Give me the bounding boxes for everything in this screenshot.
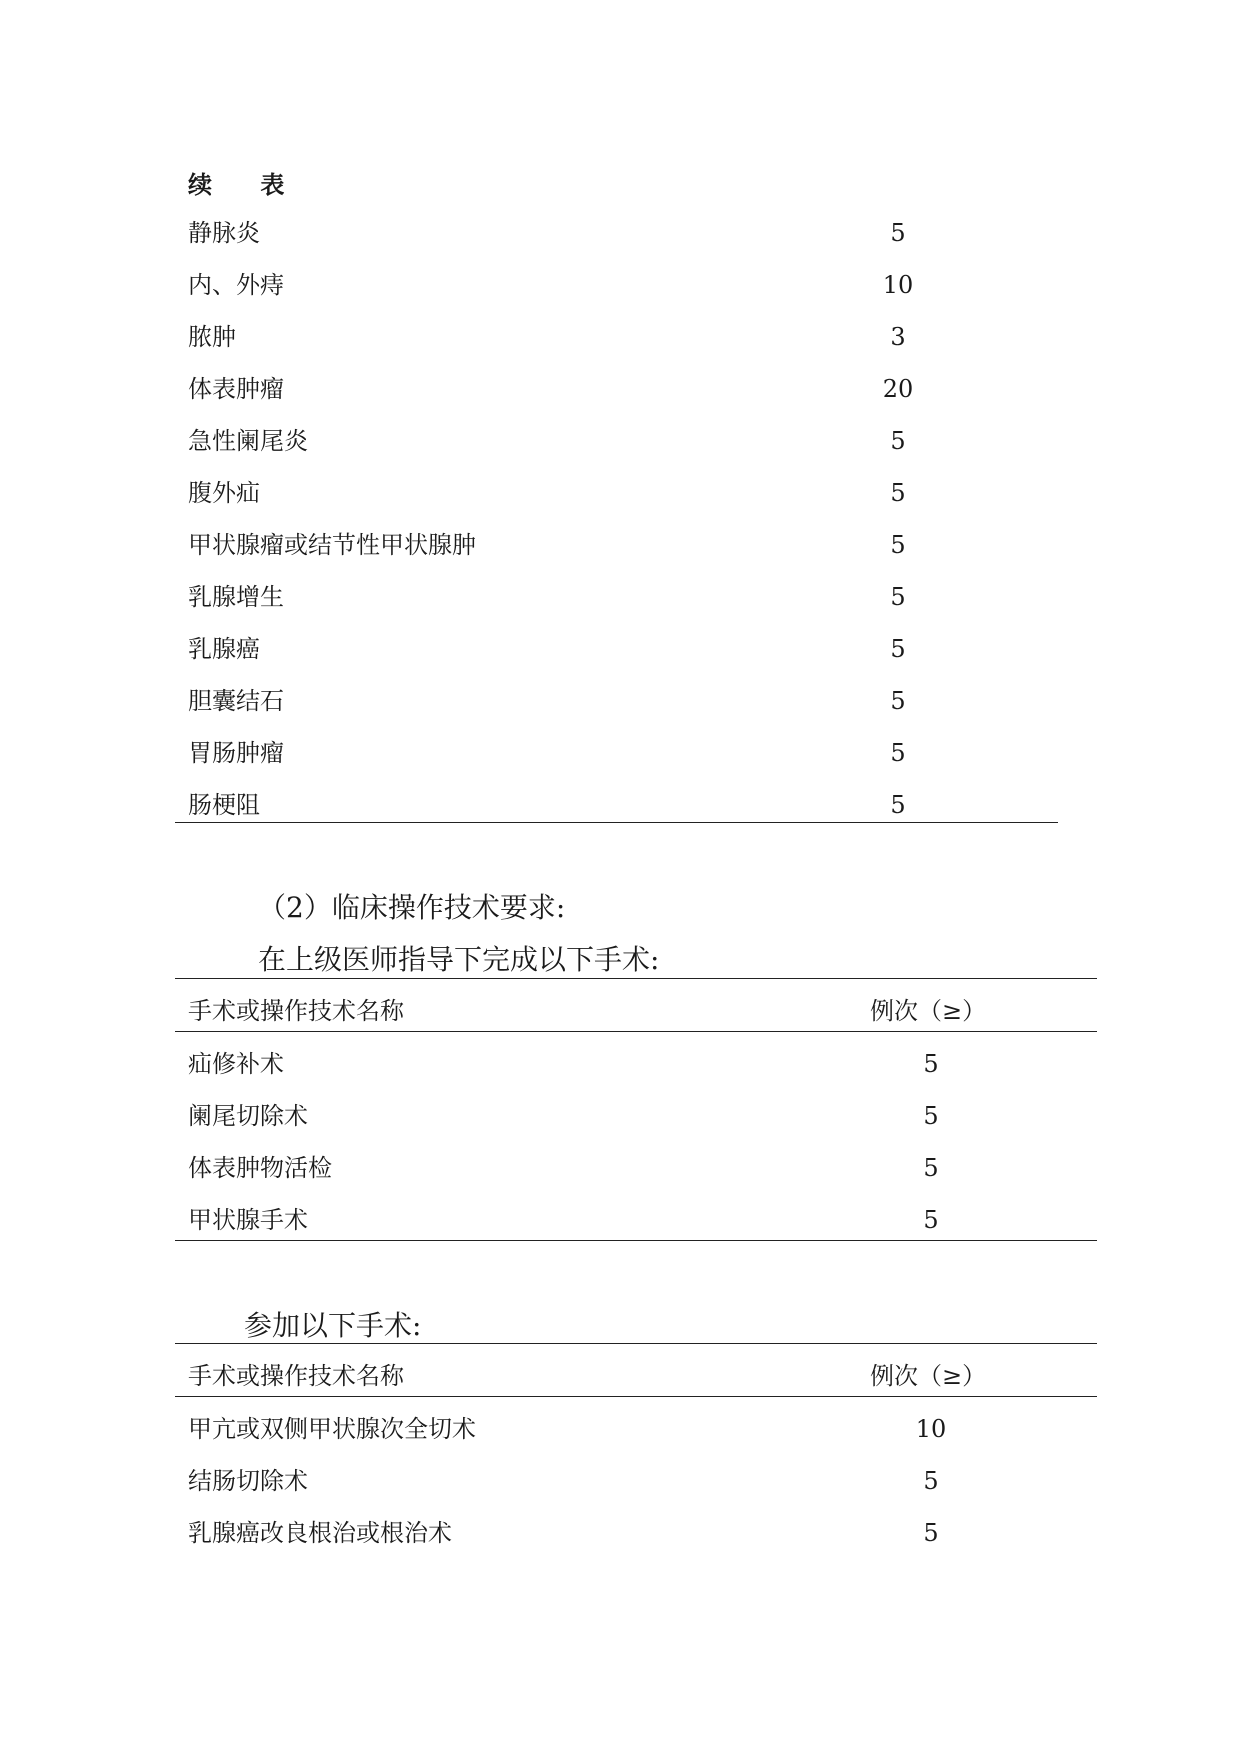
table-row [188,1148,1088,1188]
procedure-name: 乳腺癌改良根治或根治术 [188,1519,452,1547]
disease-name: 内、外痔 [188,271,284,299]
disease-name: 乳腺增生 [188,583,284,611]
disease-name: 脓肿 [188,323,236,351]
table-row [188,265,1048,305]
disease-name: 急性阑尾炎 [188,427,308,455]
case-count: 20 [882,375,914,403]
table-row [188,369,1048,409]
disease-name: 腹外疝 [188,479,260,507]
continued-table-title: 续 表 [188,171,305,199]
case-count: 5 [890,219,906,247]
table-top-rule [175,1343,1097,1344]
disease-name: 胃肠肿瘤 [188,739,284,767]
case-count: 5 [890,583,906,611]
column-header-name: 手术或操作技术名称 [188,997,404,1025]
case-count: 10 [882,271,914,299]
procedure-name: 疝修补术 [188,1050,284,1078]
table-row [188,1044,1088,1084]
case-count: 5 [923,1050,939,1078]
table-row [188,577,1048,617]
procedure-name: 甲亢或双侧甲状腺次全切术 [188,1415,476,1443]
disease-name: 胆囊结石 [188,687,284,715]
table-top-rule [175,978,1097,979]
section-heading: （2）临床操作技术要求: [258,891,566,924]
case-count: 5 [923,1467,939,1495]
case-count: 5 [890,427,906,455]
table-row [188,473,1048,513]
case-count: 5 [923,1102,939,1130]
table-row [188,681,1048,721]
case-count: 10 [915,1415,947,1443]
case-count: 5 [890,479,906,507]
table-bottom-rule [175,1240,1097,1241]
table-bottom-rule [175,822,1058,823]
table-row [188,525,1048,565]
table-row [188,1096,1088,1136]
case-count: 5 [923,1154,939,1182]
disease-name: 甲状腺瘤或结节性甲状腺肿 [188,531,476,559]
case-count: 5 [890,531,906,559]
table-row [188,629,1048,669]
case-count: 5 [923,1206,939,1234]
table-row [188,785,1048,825]
case-count: 5 [890,739,906,767]
table-row [188,317,1048,357]
table-row [188,1200,1088,1240]
case-count: 5 [890,791,906,819]
table-row [188,1409,1088,1449]
procedure-name: 阑尾切除术 [188,1102,308,1130]
disease-name: 静脉炎 [188,219,260,247]
disease-name: 肠梗阻 [188,791,260,819]
table-header-rule [175,1031,1097,1032]
table-row [188,1461,1088,1501]
table-header-rule [175,1396,1097,1397]
procedure-name: 体表肿物活检 [188,1154,332,1182]
table-row [188,421,1048,461]
procedure-name: 甲状腺手术 [188,1206,308,1234]
table-row [188,1513,1088,1553]
case-count: 5 [890,687,906,715]
section-heading: 参加以下手术: [244,1309,422,1342]
table-row [188,733,1048,773]
column-header-name: 手术或操作技术名称 [188,1362,404,1390]
case-count: 5 [923,1519,939,1547]
table-row [188,213,1048,253]
disease-name: 体表肿瘤 [188,375,284,403]
case-count: 3 [890,323,906,351]
procedure-name: 结肠切除术 [188,1467,308,1495]
column-header-count: 例次（≥） [870,1362,987,1390]
case-count: 5 [890,635,906,663]
disease-name: 乳腺癌 [188,635,260,663]
section-subheading: 在上级医师指导下完成以下手术: [258,943,660,976]
column-header-count: 例次（≥） [870,997,987,1025]
